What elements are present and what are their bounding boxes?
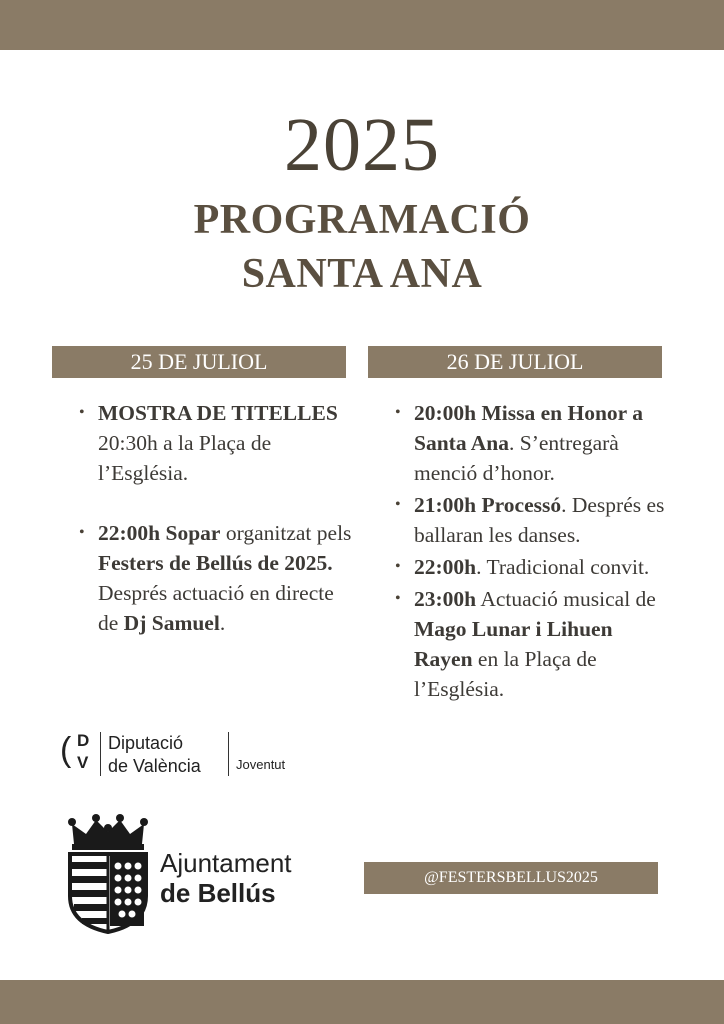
joventut-label: Joventut [236, 757, 286, 772]
bullet-icon: • [395, 558, 401, 575]
list-item [394, 398, 674, 488]
bullet-icon: • [395, 404, 401, 421]
diputacio-line1: Diputació [108, 733, 184, 753]
event-text: Actuació musical de [476, 587, 656, 611]
event-bold-text: Festers de Bellús de 2025. [98, 551, 333, 575]
event-time-bold: 23:00h [414, 587, 477, 611]
title-programacio: PROGRAMACIÓ [193, 197, 531, 243]
day1-program-list [78, 398, 354, 638]
year-heading: 2025 [284, 103, 440, 187]
event-bold-text: Mago Lunar i Lihuen Rayen [414, 617, 613, 671]
ajuntament-line2: de Bellús [160, 878, 276, 908]
list-item [394, 490, 674, 550]
diputacio-valencia-logo [62, 728, 322, 788]
bullet-icon: • [395, 496, 401, 513]
event-text: . Després es ballaran les danses. [414, 493, 665, 547]
logo-divider [100, 732, 101, 776]
day2-heading: 26 DE JULIOL [368, 346, 662, 378]
event-time-bold: 21:00h Processó [414, 493, 562, 517]
diputacio-name [108, 732, 201, 778]
bellus-crest-icon [66, 814, 150, 934]
bullet-icon: • [79, 524, 85, 541]
event-time-bold: 20:00h Missa en Honor a Santa Ana [414, 401, 643, 455]
list-item [78, 518, 354, 638]
title-santa-ana: SANTA ANA [241, 251, 483, 297]
event-time-bold: 22:00h Sopar [98, 521, 221, 545]
diputacio-mark-v: V [77, 753, 89, 772]
bullet-icon: • [395, 590, 401, 607]
event-text: 20:30h a la Plaça de l’Església. [98, 431, 272, 485]
top-band [0, 0, 724, 50]
event-text: . Tradicional convit. [476, 555, 650, 579]
event-text: . S’entregarà menció d’honor. [414, 431, 619, 485]
logo-divider [228, 732, 229, 776]
day1-heading: 25 DE JULIOL [52, 346, 346, 378]
bullet-icon: • [79, 404, 85, 421]
event-text: Després actuació en directe de [98, 581, 334, 635]
diputacio-mark-d: D [77, 731, 90, 750]
list-item [78, 398, 354, 488]
event-text: organitzat pels [220, 521, 352, 545]
social-handle: @FESTERSBELLUS2025 [364, 862, 658, 894]
bottom-band [0, 980, 724, 1024]
event-time-bold: 22:00h [414, 555, 477, 579]
ajuntament-bellus-name [160, 848, 292, 908]
ajuntament-line1: Ajuntament [160, 848, 292, 878]
list-item [394, 552, 674, 582]
event-bold-text: Dj Samuel [123, 611, 220, 635]
event-text: en la Plaça de l’Església. [414, 647, 597, 701]
list-item [394, 584, 674, 704]
event-text: . [219, 611, 226, 635]
diputacio-line2: de València [108, 756, 201, 776]
day2-program-list [394, 398, 674, 704]
diputacio-mark-icon: ( D V [60, 731, 90, 772]
event-time-bold: MOSTRA DE TITELLES [98, 401, 338, 425]
